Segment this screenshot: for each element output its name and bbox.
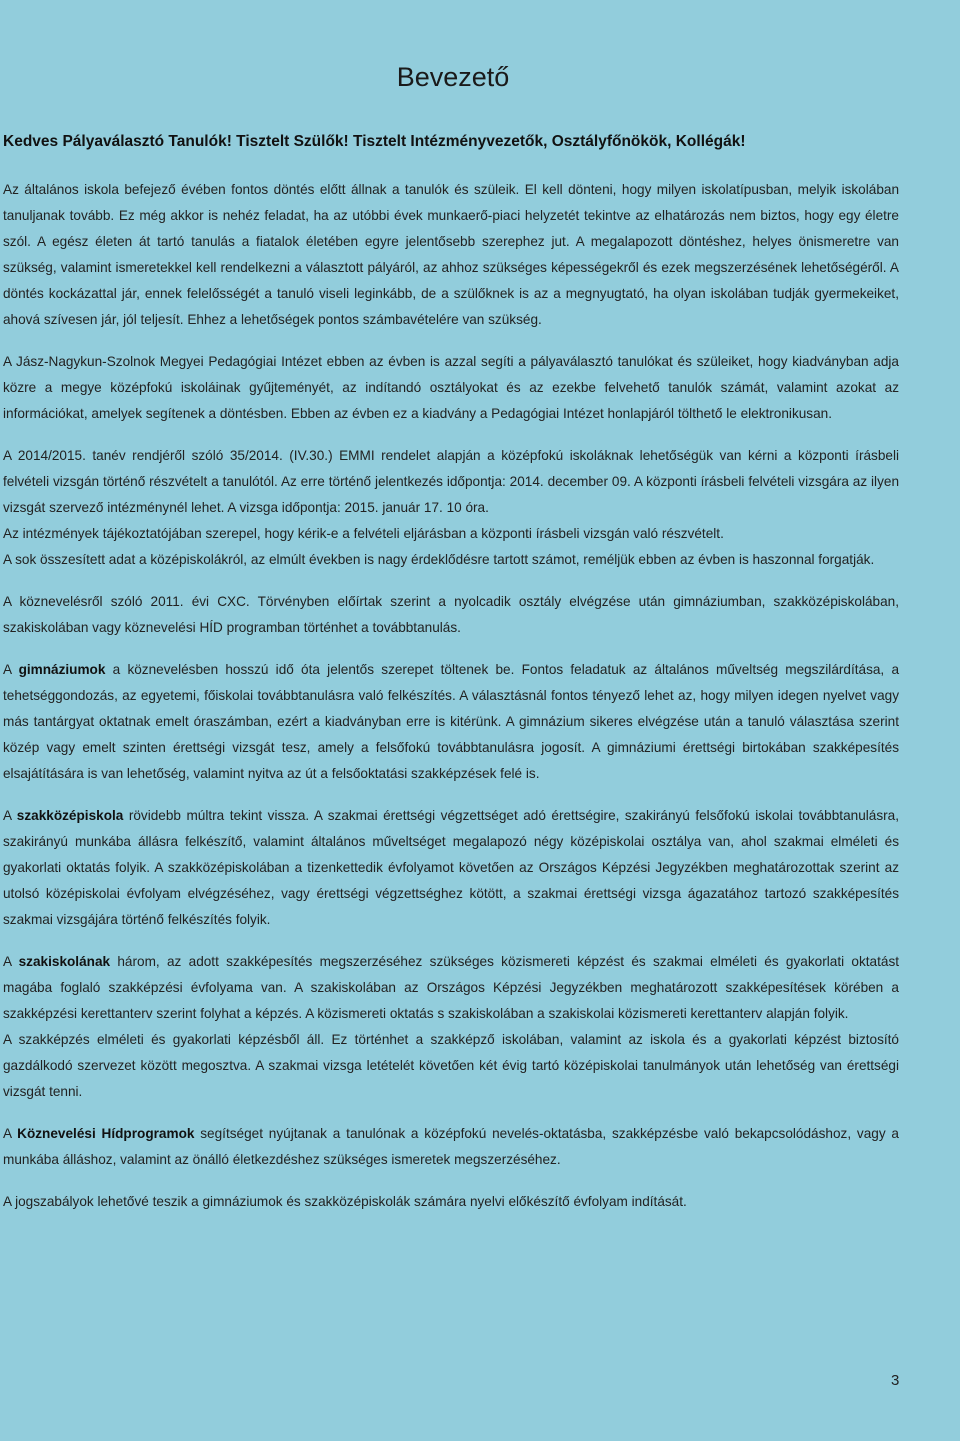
term-gimnaziumok: gimnáziumok xyxy=(18,662,106,677)
paragraph-szakkozepiskola xyxy=(3,803,899,933)
paragraph-regulation: A 2014/2015. tanév rendjéről szóló 35/2014. (IV.30.) EMMI rendelet alapján a középfokú iskoláknak lehetőségük van kérni a központi írásbeli felvételi vizsgán történő részvételt a tanulótól. Az erre történő jelentkezés időpontja: 2014. december 09. A központi írásbeli felvételi vizsgára az ilyen vizsgát szervező intézménynél lehet. A vizsga időpontja: 2015. január 17. 10 óra. xyxy=(3,448,899,515)
paragraph-intro: Az általános iskola befejező évében fontos döntés előtt állnak a tanulók és szüleik. El kell dönteni, hogy milyen iskolatípusban, melyik iskolában tanuljanak tovább. Ez még akkor is nehéz feladat, ha az utóbbi évek munkaerő-piaci helyzetét tekintve az elhatározás nem biztos, hogy egy életre szól. A egész életen át tartó tanulás a fiatalok életében egyre jelentősebb szerephez jut. A megalapozott döntéshez, helyes önismeretre van szükség, valamint ismeretekkel kell rendelkezni a választott pályáról, az ahhoz szükséges képességekről és ezek megszerzésének lehetőségéről. A döntés kockázattal jár, ennek felelősségét a tanuló viseli leginkább, de a szülőknek is az a megnyugtató, ha olyan iskolában tudják gyermekeiket, ahová szívesen jár, jól teljesít. Ehhez a lehetőségek pontos számbavételére van szükség. xyxy=(3,182,899,327)
paragraph-hidprogram-text: segítséget nyújtanak a tanulónak a középfokú nevelés-oktatásba, szakképzésbe való bekapcsolódáshoz, vagy a munkába álláshoz, valamint az önálló életkezdéshez szükséges ismeretek megszerzéséhez. xyxy=(3,1126,899,1167)
paragraph-hidprogram-pre: A xyxy=(3,1126,18,1141)
paragraph-gimnazium-pre: A xyxy=(3,662,19,677)
term-szakkozepiskola: szakközépiskola xyxy=(16,808,124,823)
paragraph-institute: A Jász-Nagykun-Szolnok Megyei Pedagógiai Intézet ebben az évben is azzal segíti a pályaválasztó tanulókat és szüleiket, hogy kiadványban adja közre a megye középfokú iskoláinak gyűjteményét, az indítandó osztályokat és az ezekbe felvehető tanulók számát, valamint azokat az információkat, amelyek segítenek a döntésben. Ebben az évben ez a kiadvány a Pedagógiai Intézet honlapjáról tölthető le elektronikusan. xyxy=(3,354,899,421)
paragraph-szakkozepiskola-text: rövidebb múltra tekint vissza. A szakmai érettségi végzettséget adó érettségire, szakirányú felsőfokú iskolai továbbtanulásra, szakirányú munkába állásra felkészítő, valamint általános műveltséget megalapozó négy középiskolai osztálya van, ahol szakmai elméleti és gyakorlati oktatás folyik. A szakközépiskolában a tizenkettedik évfolyamot követően az Országos Képzési Jegyzékben meghatározottak szerint az utolsó középiskolai évfolyam elvégzéséhez, vagy érettségi végzettséghez kötött, a szakmai érettségi vizsga ágazatához tartozó szakképesítés szakmai vizsgájára történő felkészítés folyik. xyxy=(3,808,899,927)
paragraph-szakiskola xyxy=(3,949,899,1027)
page-title: Bevezető xyxy=(396,62,510,92)
term-szakiskolanak: szakiskolának xyxy=(18,954,111,969)
paragraph-gimnazium-text: a köznevelésben hosszú idő óta jelentős szerepet töltenek be. Fontos feladatuk az általános műveltség megszilárdítása, a tehetséggondozás, az egyetemi, főiskolai továbbtanulásra való felkészítés. A választásnál fontos tényező lehet az, hogy milyen idegen nyelvet vagy más tantárgyat oktatnak emelt óraszámban, ezért a kiadványban erre is kitérünk. A gimnázium sikeres elvégzése után a tanuló választása szerint közép vagy emelt szinten érettségi vizsgát tesz, amely a felsőfokú továbbtanulásra jogosít. A gimnáziumi érettségi birtokában szakképesítés elsajátítására is van lehetőség, valamint nyitva az út a felsőoktatási szakképzések felé is. xyxy=(3,662,900,781)
paragraph-szakkepzes: A szakképzés elméleti és gyakorlati képzésből áll. Ez történhet a szakképző iskolában, valamint az iskola és a gyakorlati képzést biztosító gazdálkodó szervezet között megosztva. A szakmai vizsga letételét követően két évig tartó középiskolai tanulmányok után lehetőség van érettségi vizsgát tenni. xyxy=(3,1032,899,1099)
term-koznevelesi-hidprogramok: Köznevelési Hídprogramok xyxy=(17,1126,195,1141)
body-text xyxy=(3,177,899,1231)
paragraph-hidprogram xyxy=(3,1121,899,1173)
paragraph-szakiskola-pre: A xyxy=(3,954,19,969)
paragraph-participation: Az intézmények tájékoztatójában szerepel, hogy kérik-e a felvételi eljárásban a központi írásbeli vizsgán való részvételt. xyxy=(3,526,724,541)
paragraph-gimnazium xyxy=(3,657,899,787)
paragraph-language-prep: A jogszabályok lehetővé teszik a gimnáziumok és szakközépiskolák számára nyelvi előkészítő évfolyam indítását. xyxy=(3,1194,687,1209)
paragraph-data-summary: A sok összesített adat a középiskolákról, az elmúlt években is nagy érdeklődésre tartott számot, reméljük ebben az évben is haszonnal forgatják. xyxy=(3,552,875,567)
greeting-line: Kedves Pályaválasztó Tanulók! Tisztelt Szülők! Tisztelt Intézményvezetők, Osztályfőnökök, Kollégák! xyxy=(3,133,746,150)
paragraph-szakkozepiskola-pre: A xyxy=(3,808,17,823)
page-number: 3 xyxy=(891,1372,900,1389)
paragraph-szakiskola-text: három, az adott szakképesítés megszerzéséhez szükséges közismereti képzést és szakmai elméleti és gyakorlati oktatást magába foglaló szakképzési évfolyama van. A szakiskolában az Országos Képzési Jegyzékben meghatározott szakképesítések körében a szakképzési kerettanterv szerint folyhat a képzés. A közismereti oktatás s szakiskolában a szakiskolai közismereti kerettanterv alapján folyik. xyxy=(3,954,900,1021)
paragraph-law: A köznevelésről szóló 2011. évi CXC. Törvényben előírtak szerint a nyolcadik osztály elvégzése után gimnáziumban, szakközépiskolában, szakiskolában vagy köznevelési HÍD programban történhet a továbbtanulás. xyxy=(3,594,899,635)
